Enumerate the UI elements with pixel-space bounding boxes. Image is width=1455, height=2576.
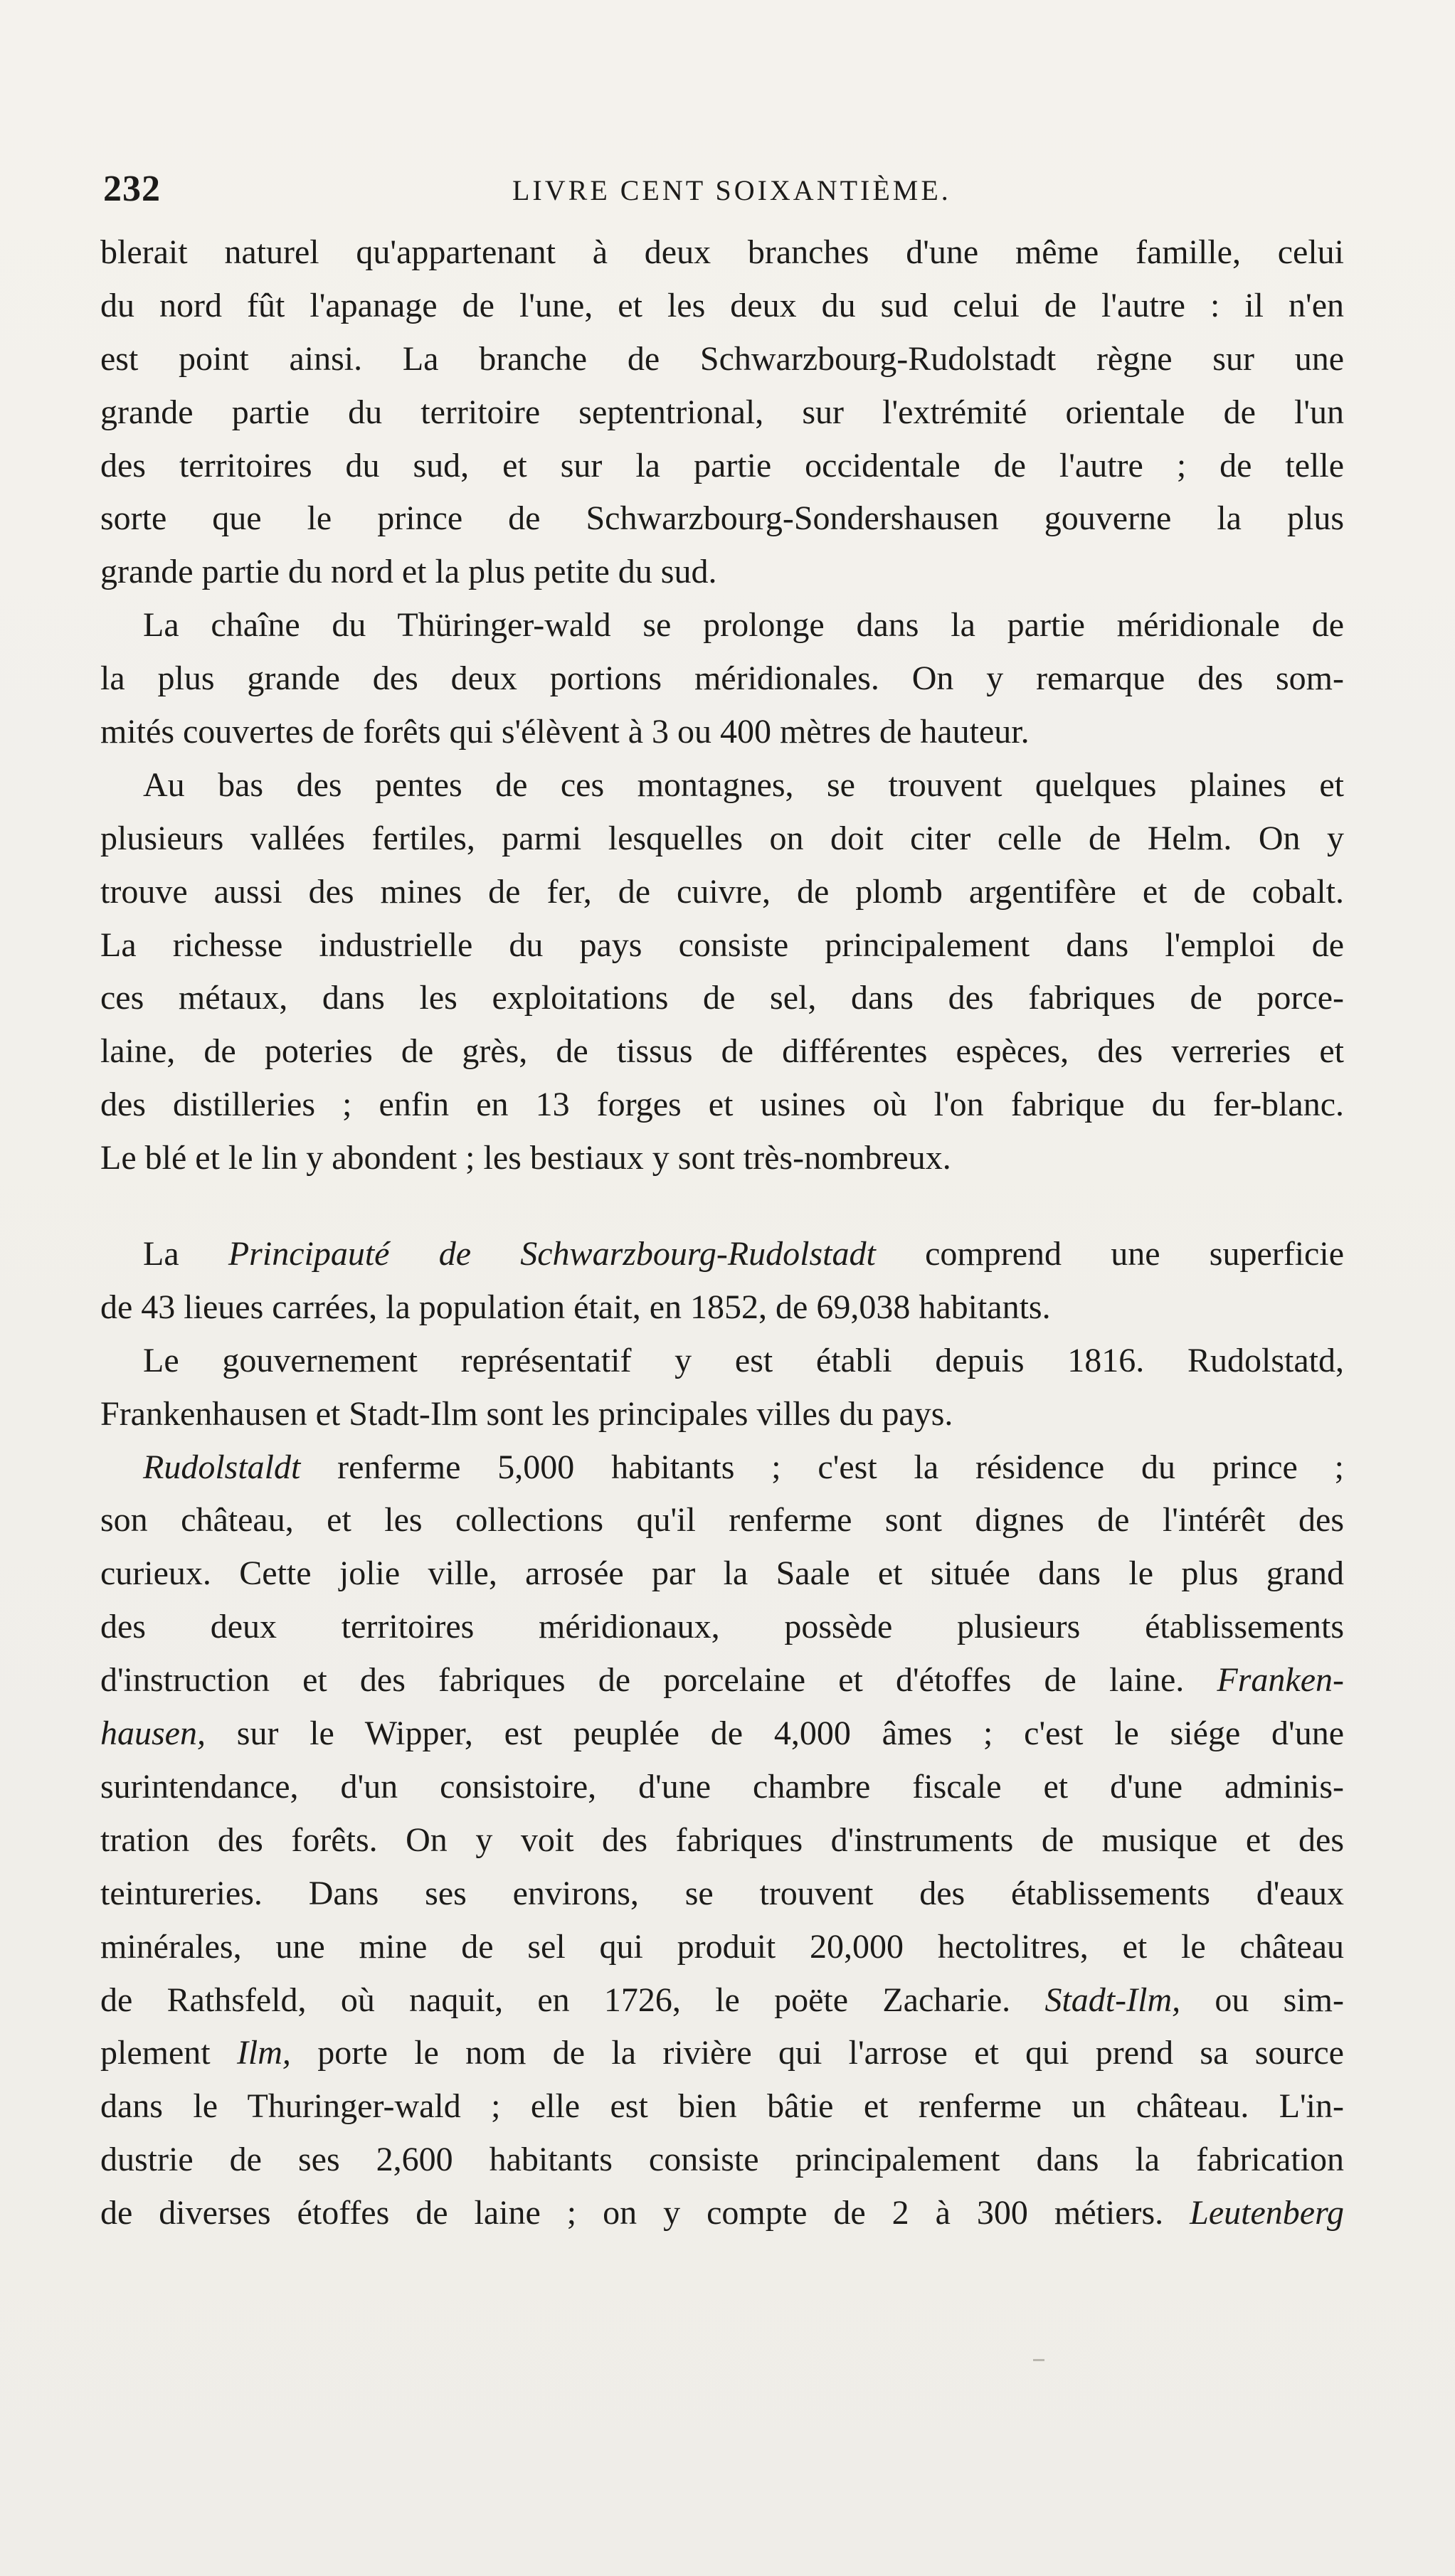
text-line: Frankenhausen et Stadt-Ilm sont les principales villes du pays. [100,1394,953,1433]
text-line: hausen, sur le Wipper, est peuplée de 4,000 âmes ; c'est le siége d'une [100,1714,1344,1753]
text-line: curieux. Cette jolie ville, arrosée par la Saale et située dans le plus grand [100,1554,1344,1593]
text-line: surintendance, d'un consistoire, d'une chambre fiscale et d'une adminis- [100,1767,1344,1806]
text-line: son château, et les collections qu'il renferme sont dignes de l'intérêt des [100,1501,1344,1539]
section-gap [100,1185,1344,1228]
text-line: Le gouvernement représentatif y est établi depuis 1816. Rudolstatd, [143,1341,1344,1379]
place-name-italic: Rudolstaldt [143,1448,301,1486]
text-line: tration des forêts. On y voit des fabriques d'instruments de musique et des [100,1820,1344,1859]
text-line: Rudolstaldt renferme 5,000 habitants ; c'est la résidence du prince ; [143,1448,1344,1486]
place-name-italic: Leutenberg [1190,2194,1344,2232]
text-line: La chaîne du Thüringer-wald se prolonge dans la partie méridionale de [143,606,1344,645]
text-line: de 43 lieues carrées, la population était, en 1852, de 69,038 habitants. [100,1288,1051,1326]
text-line: blerait naturel qu'appartenant à deux branches d'une même famille, celui [100,233,1344,271]
text-line: d'instruction et des fabriques de porcelaine et d'étoffes de laine. Franken- [100,1661,1344,1700]
text-line: mités couvertes de forêts qui s'élèvent à 3 ou 400 mètres de hauteur. [100,713,1030,751]
text-line: du nord fût l'apanage de l'une, et les deux du sud celui de l'autre : il n'en [100,286,1344,324]
text-line: des distilleries ; enfin en 13 forges et usines où l'on fabrique du fer-blanc. [100,1086,1344,1124]
text-line: est point ainsi. La branche de Schwarzbourg-Rudolstadt règne sur une [100,339,1344,378]
text-line: dustrie de ses 2,600 habitants consiste principalement dans la fabrication [100,2141,1344,2179]
place-name-italic: Ilm, [236,2034,291,2072]
text-line: dans le Thuringer-wald ; elle est bien bâtie et renferme un château. L'in- [100,2087,1344,2126]
text-line: des territoires du sud, et sur la partie occidentale de l'autre ; de telle [100,446,1344,484]
place-name-italic: hausen, [100,1714,206,1753]
text-line: la plus grande des deux portions méridionales. On y remarque des som- [100,659,1344,698]
text-line: ces métaux, dans les exploitations de sel, dans des fabriques de porce- [100,979,1344,1017]
text-line: La Principauté de Schwarzbourg-Rudolstadt comprend une superficie [143,1235,1344,1273]
print-mark [1033,2359,1044,2361]
text-line: plusieurs vallées fertiles, parmi lesquelles on doit citer celle de Helm. On y [100,819,1344,857]
place-name-italic: Stadt-Ilm, [1044,1981,1181,2019]
place-name-italic: Franken- [1217,1661,1344,1700]
place-name-italic: Principauté de Schwarzbourg-Rudolstadt [228,1235,876,1273]
text-line: grande partie du territoire septentrional, sur l'extrémité orientale de l'un [100,393,1344,431]
text-line: sorte que le prince de Schwarzbourg-Sondershausen gouverne la plus [100,499,1344,538]
page-number: 232 [103,169,161,209]
body-text [100,226,1344,2240]
text-line: teintureries. Dans ses environs, se trouvent des établissements d'eaux [100,1874,1344,1912]
text-line: plement Ilm, porte le nom de la rivière qui l'arrose et qui prend sa source [100,2034,1344,2072]
text-line: laine, de poteries de grès, de tissus de différentes espèces, des verreries et [100,1032,1344,1071]
text-line: des deux territoires méridionaux, possède plusieurs établissements [100,1608,1344,1646]
text-line: minérales, une mine de sel qui produit 20,000 hectolitres, et le château [100,1927,1344,1966]
text-line: Au bas des pentes de ces montagnes, se trouvent quelques plaines et [143,765,1344,804]
running-head: LIVRE CENT SOIXANTIÈME. [512,174,951,206]
text-line: trouve aussi des mines de fer, de cuivre, de plomb argentifère et de cobalt. [100,872,1344,911]
text-line: Le blé et le lin y abondent ; les bestiaux y sont très-nombreux. [100,1139,951,1177]
text-line: grande partie du nord et la plus petite du sud. [100,553,717,591]
text-line: de Rathsfeld, où naquit, en 1726, le poëte Zacharie. Stadt-Ilm, ou sim- [100,1981,1344,2019]
text-line: de diverses étoffes de laine ; on y compte de 2 à 300 métiers. Leutenberg [100,2194,1344,2232]
text-line: La richesse industrielle du pays consiste principalement dans l'emploi de [100,926,1344,964]
